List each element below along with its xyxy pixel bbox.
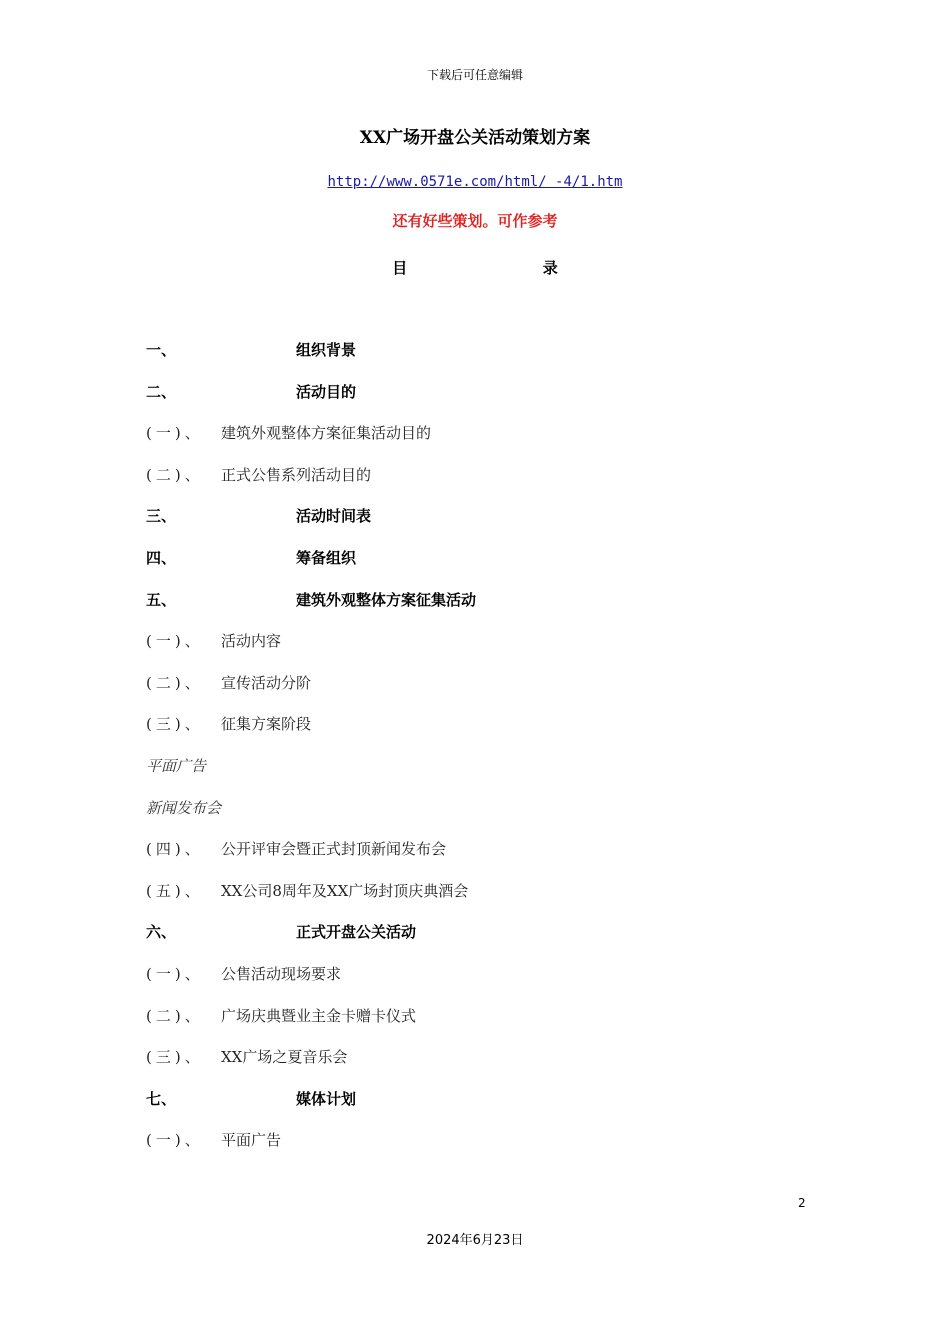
toc-item-label: 平面广告 bbox=[146, 756, 207, 775]
toc-item[interactable] bbox=[146, 1045, 846, 1087]
toc-item[interactable] bbox=[146, 796, 846, 838]
toc-item-label: 活动时间表 bbox=[296, 507, 372, 526]
page-number: 2 bbox=[798, 1196, 806, 1210]
document-title: XX广场开盘公关活动策划方案 bbox=[359, 128, 591, 148]
toc-item-number: (一)、 bbox=[146, 424, 204, 443]
note-text: 还有好些策划。可作参考 bbox=[392, 212, 558, 230]
toc-item[interactable] bbox=[146, 1004, 846, 1046]
toc-item[interactable] bbox=[146, 962, 846, 1004]
toc-item-number: 三、 bbox=[146, 507, 177, 526]
toc-item[interactable] bbox=[146, 546, 846, 588]
toc-item-number: 四、 bbox=[146, 548, 177, 567]
toc-item-number: (二)、 bbox=[146, 1006, 204, 1025]
toc-item-label: 广场庆典暨业主金卡赠卡仪式 bbox=[221, 1006, 417, 1025]
toc-item-number: 一、 bbox=[146, 341, 177, 359]
toc-item[interactable] bbox=[146, 588, 846, 630]
source-link[interactable]: http://www.0571e.com/html/ -4/1.htm bbox=[327, 174, 623, 190]
toc-heading-right: 录 bbox=[542, 259, 558, 277]
toc-item-label: 正式公售系列活动目的 bbox=[221, 465, 372, 484]
toc-item-label: 征集方案阶段 bbox=[221, 715, 312, 734]
toc-item-number: (二)、 bbox=[146, 465, 204, 484]
toc-item[interactable] bbox=[146, 1087, 846, 1129]
toc-item-number: (一)、 bbox=[146, 632, 204, 651]
toc-item-number: (二)、 bbox=[146, 673, 204, 692]
toc-item-number: (三)、 bbox=[146, 715, 204, 734]
toc-item[interactable] bbox=[146, 712, 846, 754]
toc-item[interactable] bbox=[146, 879, 846, 921]
toc-item-label: 正式开盘公关活动 bbox=[296, 923, 417, 942]
toc-item-number: 六、 bbox=[146, 923, 177, 942]
toc-item-label: 建筑外观整体方案征集活动目的 bbox=[221, 424, 432, 443]
table-of-contents bbox=[146, 338, 846, 1170]
toc-item-number: 二、 bbox=[146, 382, 177, 401]
toc-item-number: 五、 bbox=[146, 590, 177, 609]
toc-item[interactable] bbox=[146, 504, 846, 546]
toc-item-number: 七、 bbox=[146, 1089, 177, 1108]
toc-item-label: 组织背景 bbox=[296, 341, 357, 359]
toc-item[interactable] bbox=[146, 338, 846, 380]
toc-item-label: XX广场之夏音乐会 bbox=[221, 1048, 348, 1067]
toc-item-number: (三)、 bbox=[146, 1048, 204, 1067]
toc-item[interactable] bbox=[146, 920, 846, 962]
toc-item[interactable] bbox=[146, 463, 846, 505]
toc-item-label: 公开评审会暨正式封顶新闻发布会 bbox=[221, 840, 447, 859]
toc-item[interactable] bbox=[146, 754, 846, 796]
toc-item-number: (四)、 bbox=[146, 840, 204, 859]
toc-item-label: 筹备组织 bbox=[296, 548, 357, 567]
toc-item-number: (一)、 bbox=[146, 1131, 204, 1150]
toc-item[interactable] bbox=[146, 671, 846, 713]
toc-item-label: 宣传活动分阶 bbox=[221, 673, 312, 692]
toc-item-label: XX公司8周年及XX广场封顶庆典酒会 bbox=[221, 881, 469, 900]
toc-item-label: 活动目的 bbox=[296, 382, 357, 401]
toc-item[interactable] bbox=[146, 380, 846, 422]
toc-heading-left: 目 bbox=[392, 259, 408, 277]
toc-item[interactable] bbox=[146, 1128, 846, 1170]
toc-item-number: (五)、 bbox=[146, 881, 204, 900]
toc-item-label: 公售活动现场要求 bbox=[221, 964, 342, 983]
toc-item-label: 新闻发布会 bbox=[146, 798, 222, 817]
page-header: 下载后可任意编辑 bbox=[426, 68, 523, 82]
toc-item-label: 建筑外观整体方案征集活动 bbox=[296, 590, 477, 609]
toc-heading bbox=[0, 257, 950, 278]
footer-date: 2024年6月23日 bbox=[426, 1233, 524, 1248]
toc-item-label: 活动内容 bbox=[221, 632, 282, 651]
toc-item[interactable] bbox=[146, 837, 846, 879]
toc-item-label: 平面广告 bbox=[221, 1131, 282, 1150]
toc-item[interactable] bbox=[146, 421, 846, 463]
toc-item[interactable] bbox=[146, 629, 846, 671]
toc-item-number: (一)、 bbox=[146, 964, 204, 983]
toc-item-label: 媒体计划 bbox=[296, 1089, 357, 1108]
